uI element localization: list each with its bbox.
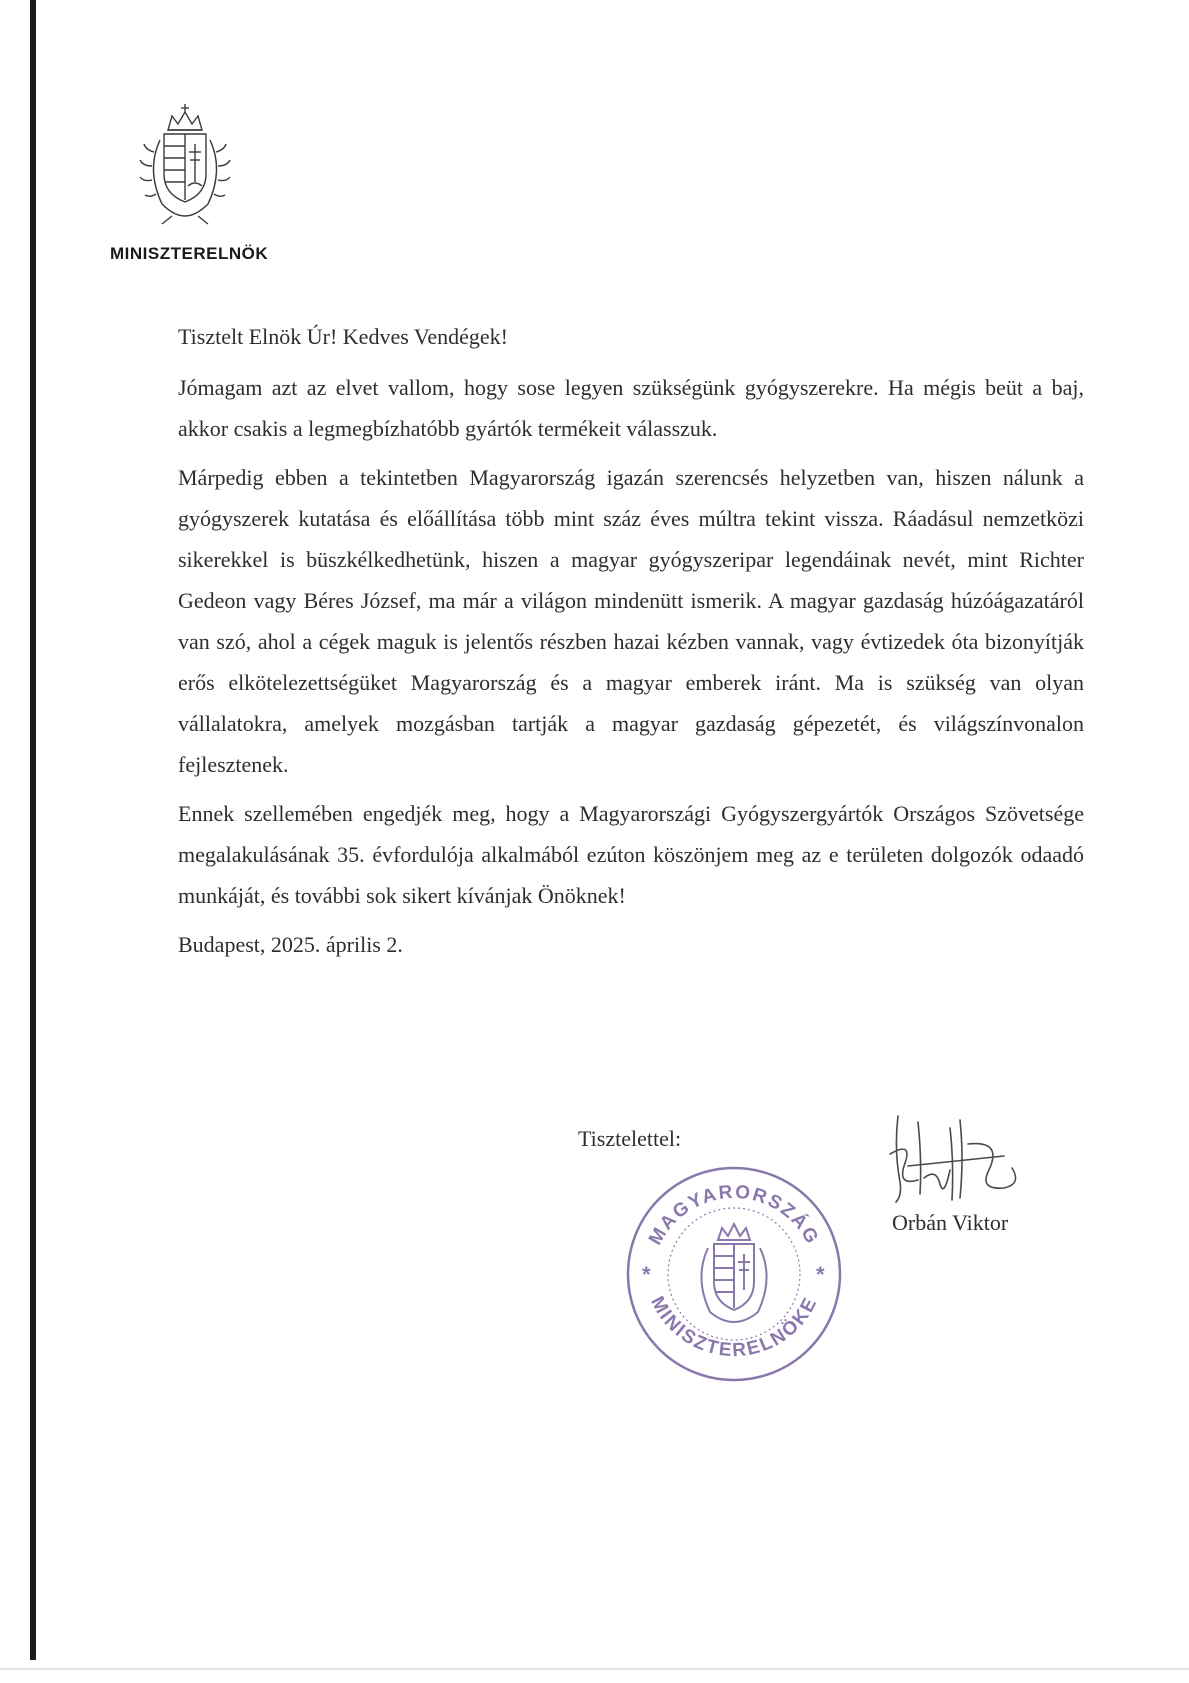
scan-bottom-line	[0, 1668, 1189, 1670]
seal-star-right: *	[816, 1262, 827, 1287]
scan-left-edge	[30, 0, 36, 1660]
seal-stamp-icon	[622, 1162, 846, 1386]
letter-body	[178, 316, 1084, 973]
closing: Tisztelettel:	[578, 1126, 682, 1151]
coat-of-arms-icon	[132, 100, 238, 228]
paragraph-1: Jómagam azt az elvet vallom, hogy sose legyen szükségünk gyógyszerekre. Ha mégis beüt a baj, akkor csakis a legmegbízhatóbb gyártók termékeit válasszuk.	[178, 375, 1084, 441]
signer-name: Orbán Viktor	[892, 1210, 1009, 1235]
seal-top-text: MAGYARORSZÁG	[644, 1181, 824, 1249]
signature-icon	[884, 1110, 1034, 1210]
seal-bottom-text: MINISZTERELNÖKE	[646, 1293, 822, 1362]
salutation: Tisztelt Elnök Úr! Kedves Vendégek!	[178, 324, 508, 349]
office-title: MINISZTERELNÖK	[110, 244, 269, 263]
paragraph-3: Ennek szellemében engedjék meg, hogy a Magyarországi Gyógyszergyártók Országos Szövetsége megalakulásának 35. évfordulója alkalmából ezúton köszönjem meg az e területen dolgozók odaadó munkáját, és további sok sikert kívánjak Önöknek!	[178, 801, 1084, 908]
date-line: Budapest, 2025. április 2.	[178, 932, 403, 957]
seal-star-left: *	[642, 1262, 653, 1287]
paragraph-2: Márpedig ebben a tekintetben Magyarország igazán szerencsés helyzetben van, hiszen nálunk a gyógyszerek kutatása és előállítása több mint száz éves múltra tekint vissza. Ráadásul nemzetközi sikerekkel is büszkélkedhetünk, hiszen a magyar gyógyszeripar legendáinak nevét, mint Richter Gedeon vagy Béres József, ma már a világon mindenütt ismerik. A magyar gazdaság húzóágazatáról van szó, ahol a cégek maguk is jelentős részben hazai kézben vannak, vagy évtizedek óta bizonyítják erős elkötelezettségüket Magyarország és a magyar emberek iránt. Ma is szükség van olyan vállalatokra, amelyek mozgásban tartják a magyar gazdaság gépezetét, és világszínvonalon fejlesztenek.	[178, 465, 1084, 777]
